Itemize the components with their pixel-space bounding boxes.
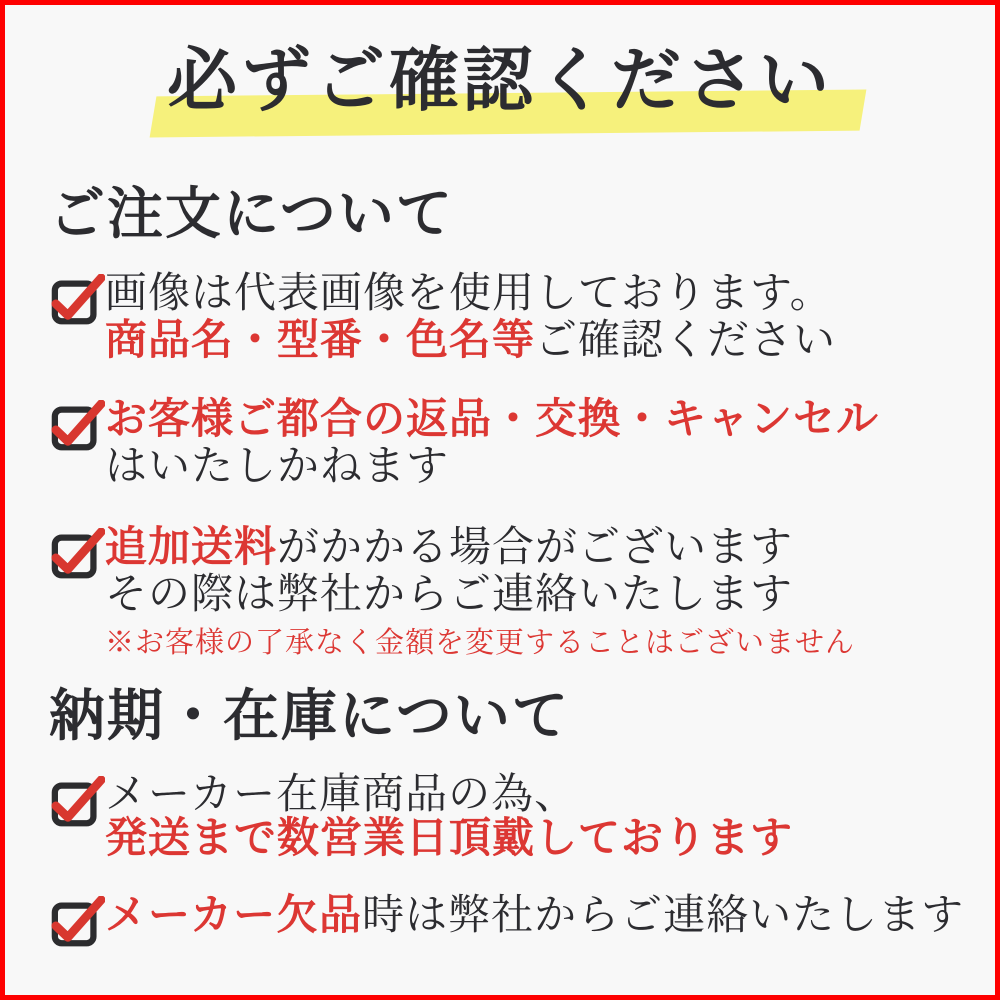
notice-item-no-returns	[51, 397, 879, 491]
notice-line	[105, 397, 879, 444]
checkbox-check-icon	[51, 274, 105, 326]
notice-text: がかかる場合がございます	[277, 525, 794, 571]
notice-text-emphasis: 追加送料	[105, 525, 278, 571]
notice-item-maker-stock	[51, 773, 793, 861]
notice-text: その際は弊社からご連絡いたします	[105, 572, 794, 618]
notice-line	[105, 271, 836, 318]
checkbox-check-icon	[51, 400, 105, 452]
notice-text: 画像は代表画像を使用しております。	[105, 271, 833, 317]
notice-text: メーカー在庫商品の為、	[105, 772, 578, 818]
section-heading-stock: 納期・在庫について	[49, 686, 570, 748]
notice-line	[105, 817, 793, 861]
notice-line	[105, 525, 855, 572]
notice-line	[105, 444, 879, 491]
notice-line	[105, 773, 793, 817]
notice-text: ご確認ください	[535, 318, 837, 364]
notice-text-emphasis: 商品名・型番・色名等	[105, 318, 536, 364]
notice-text-emphasis: メーカー欠品	[105, 893, 363, 939]
checkbox-check-icon	[51, 896, 105, 948]
notice-line	[105, 318, 836, 365]
section-heading-order: ご注文について	[49, 184, 454, 246]
notice-text: 時は弊社からご連絡いたします	[362, 893, 965, 939]
checkbox-check-icon	[51, 776, 105, 828]
notice-item-maker-shortage	[51, 893, 964, 948]
page-title: 必ずご確認ください	[167, 43, 833, 120]
notice-text-emphasis: お客様ご都合の返品・交換・キャンセル	[105, 397, 880, 443]
notice-line	[105, 893, 964, 940]
notice-item-representative-image	[51, 271, 836, 365]
notice-footnote: ※お客様の了承なく金額を変更することはございません	[105, 627, 856, 659]
notice-text: はいたしかねます	[105, 444, 450, 490]
checkbox-check-icon	[51, 528, 105, 580]
notice-item-extra-shipping	[51, 525, 855, 660]
notice-text-emphasis: 発送まで数営業日頂戴しております	[105, 816, 794, 862]
notice-line	[105, 572, 855, 619]
